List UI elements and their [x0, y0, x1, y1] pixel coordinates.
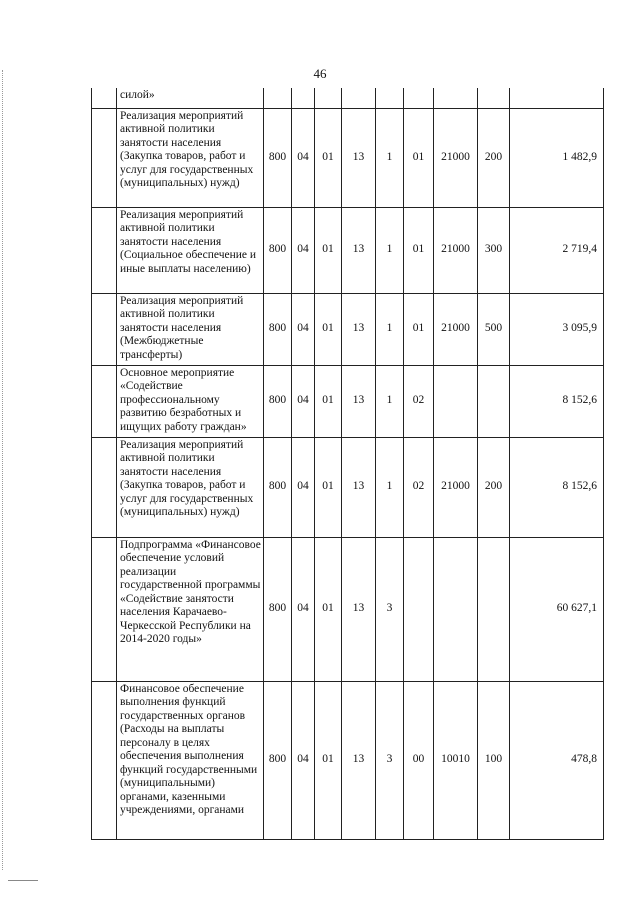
- code-cell: 21000: [434, 293, 478, 365]
- code-cell: 04: [292, 365, 315, 437]
- table-row: [92, 293, 604, 365]
- row-name: Подпрограмма «Финансовое обеспечение условий реализации государственной программы «Содействие занятости населения Карачаево-Черкесской Республики на 2014-2020 годы»: [117, 537, 264, 681]
- table-row-continuation: [92, 88, 604, 108]
- code-cell: 21000: [434, 108, 478, 207]
- code-cell: 800: [264, 437, 292, 537]
- code-cell: [434, 537, 478, 681]
- left-margin-line: [2, 70, 4, 870]
- code-cell: 800: [264, 207, 292, 293]
- code-cell: 21000: [434, 207, 478, 293]
- amount-cell: 8 152,6: [510, 365, 604, 437]
- code-cell: 13: [342, 437, 376, 537]
- code-cell: 04: [292, 437, 315, 537]
- code-cell: [404, 537, 434, 681]
- code-cell: 01: [404, 207, 434, 293]
- footer-rule: [8, 880, 38, 881]
- amount-cell: 3 095,9: [510, 293, 604, 365]
- code-cell: 13: [342, 537, 376, 681]
- code-cell: 01: [315, 365, 342, 437]
- code-cell: 300: [478, 207, 510, 293]
- code-cell: 800: [264, 681, 292, 839]
- code-cell: 1: [376, 293, 404, 365]
- code-cell: 04: [292, 207, 315, 293]
- code-cell: 13: [342, 365, 376, 437]
- code-cell: 1: [376, 207, 404, 293]
- row-name: Реализация мероприятий активной политики занятости населения (Закупка товаров, работ и услуг для государственных (муниципальных) нужд): [117, 437, 264, 537]
- table-row: [92, 537, 604, 681]
- row-name: Реализация мероприятий активной политики занятости населения (Закупка товаров, работ и услуг для государственных (муниципальных) нужд): [117, 108, 264, 207]
- blank-cell: [92, 88, 117, 108]
- code-cell: 21000: [434, 437, 478, 537]
- code-cell: 100: [478, 681, 510, 839]
- amount-cell: 1 482,9: [510, 108, 604, 207]
- amount-cell: 60 627,1: [510, 537, 604, 681]
- row-name: силой»: [117, 88, 264, 108]
- code-cell: 04: [292, 293, 315, 365]
- code-cell: 500: [478, 293, 510, 365]
- code-cell: 01: [315, 437, 342, 537]
- table-row: [92, 207, 604, 293]
- code-cell: 04: [292, 108, 315, 207]
- row-name: Реализация мероприятий активной политики занятости населения (Социальное обеспечение и иные выплаты населению): [117, 207, 264, 293]
- code-cell: 13: [342, 207, 376, 293]
- code-cell: 02: [404, 365, 434, 437]
- code-cell: 800: [264, 293, 292, 365]
- table-row: [92, 681, 604, 839]
- code-cell: 00: [404, 681, 434, 839]
- code-cell: 01: [404, 108, 434, 207]
- code-cell: 3: [376, 681, 404, 839]
- code-cell: 01: [315, 108, 342, 207]
- amount-cell: 8 152,6: [510, 437, 604, 537]
- code-cell: 01: [315, 537, 342, 681]
- row-name: Основное мероприятие «Содействие профессиональному развитию безработных и ищущих работу граждан»: [117, 365, 264, 437]
- code-cell: 01: [315, 207, 342, 293]
- row-name: Финансовое обеспечение выполнения функций государственных органов (Расходы на выплаты персоналу в целях обеспечения выполнения функций государственными (муниципальными) органами, казенными учреждениями, органами: [117, 681, 264, 839]
- code-cell: 13: [342, 293, 376, 365]
- code-cell: 02: [404, 437, 434, 537]
- table-row: [92, 365, 604, 437]
- code-cell: 3: [376, 537, 404, 681]
- code-cell: 01: [404, 293, 434, 365]
- code-cell: 200: [478, 108, 510, 207]
- code-cell: [434, 365, 478, 437]
- code-cell: 1: [376, 108, 404, 207]
- code-cell: 01: [315, 293, 342, 365]
- row-name: Реализация мероприятий активной политики занятости населения (Межбюджетные трансферты): [117, 293, 264, 365]
- amount-cell: 478,8: [510, 681, 604, 839]
- table-row: [92, 108, 604, 207]
- table-row: [92, 437, 604, 537]
- code-cell: 800: [264, 108, 292, 207]
- code-cell: [478, 537, 510, 681]
- code-cell: 10010: [434, 681, 478, 839]
- code-cell: 800: [264, 537, 292, 681]
- code-cell: 13: [342, 108, 376, 207]
- code-cell: 04: [292, 681, 315, 839]
- code-cell: 04: [292, 537, 315, 681]
- amount-cell: 2 719,4: [510, 207, 604, 293]
- code-cell: [478, 365, 510, 437]
- code-cell: 800: [264, 365, 292, 437]
- page-number: 46: [313, 66, 327, 81]
- code-cell: 1: [376, 437, 404, 537]
- code-cell: 01: [315, 681, 342, 839]
- code-cell: 1: [376, 365, 404, 437]
- code-cell: 13: [342, 681, 376, 839]
- code-cell: 200: [478, 437, 510, 537]
- budget-table: [91, 88, 604, 840]
